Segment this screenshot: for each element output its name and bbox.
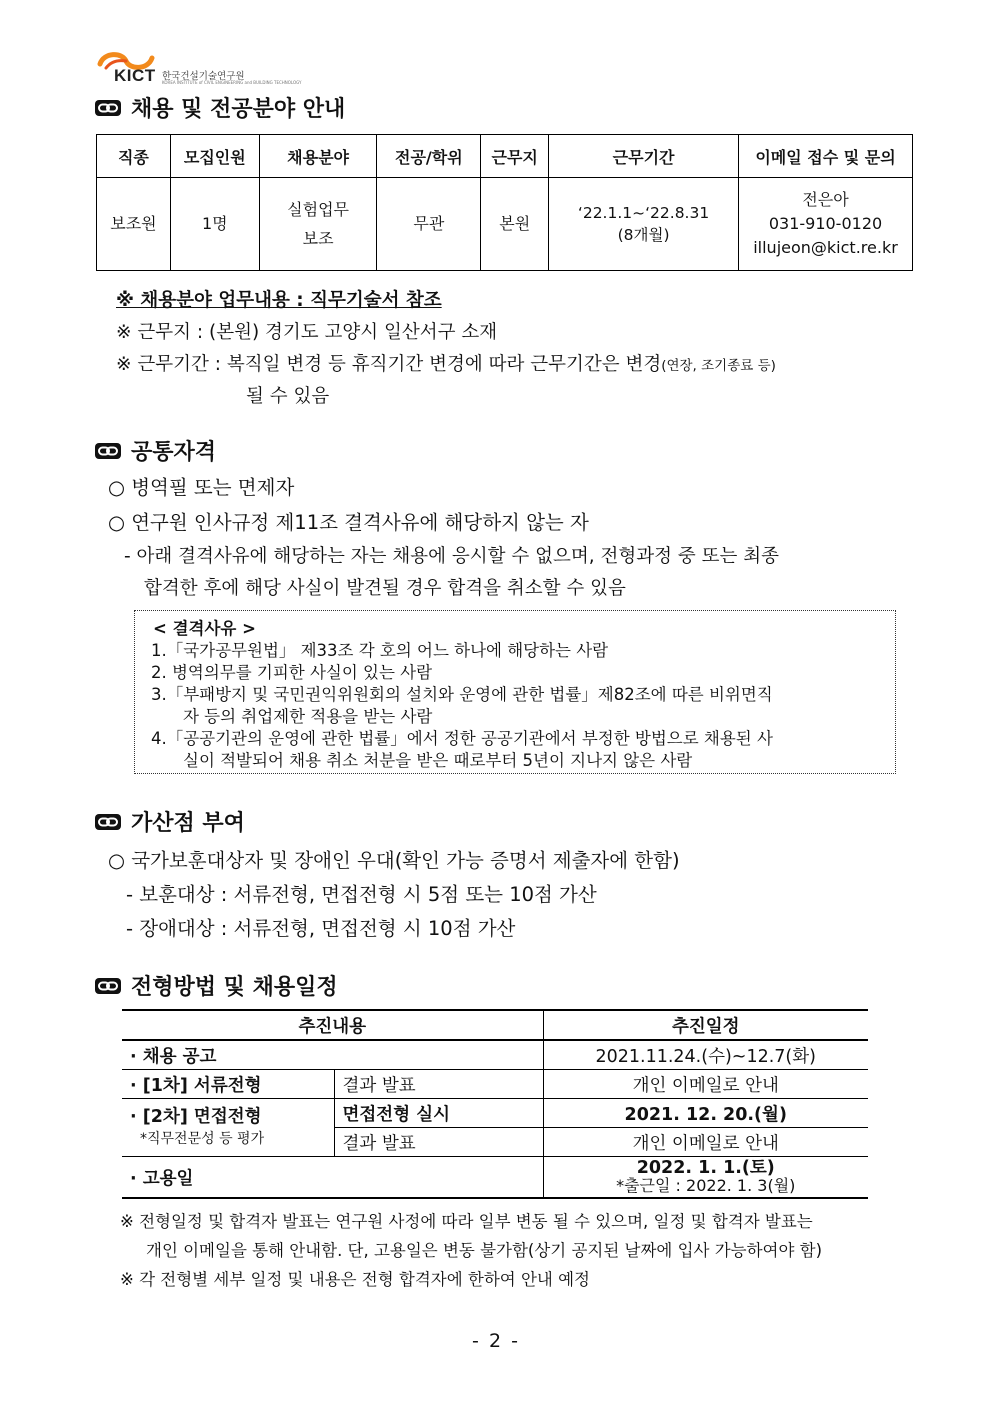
box-line-2: 2. 병역의무를 기피한 사실이 있는 사람 [151, 663, 433, 682]
qual-sub-1: - 아래 결격사유에 해당하는 자는 채용에 응시할 수 없으며, 전형과정 중 또는 최종 [124, 546, 779, 567]
start-date: *출근일 : 2022. 1. 3(월) [616, 1176, 796, 1195]
section-title-text: 전형방법 및 채용일정 [131, 975, 338, 1000]
row-announce-label: · 채용 공고 [122, 1040, 543, 1070]
note-period [116, 350, 776, 376]
table-header-row [97, 135, 913, 178]
note-period-paren: (연장, 조기종료 등) [661, 358, 776, 374]
interview-sub: *직무전문성 등 평가 [140, 1130, 265, 1147]
header-field: 채용분야 [259, 135, 377, 178]
bonus-sub-1: - 보훈대상 : 서류전형, 면접전형 시 5점 또는 10점 가산 [126, 883, 597, 906]
header-place: 근무지 [481, 135, 549, 178]
link-icon [94, 99, 122, 117]
header-content: 추진내용 [122, 1010, 543, 1040]
note-duty: ※ 채용분야 업무내용 : 직무기술서 참조 [116, 290, 442, 311]
disqualification-box [134, 610, 896, 774]
kict-logo [96, 48, 302, 85]
link-icon [94, 442, 122, 460]
section-title-text: 가산점 부여 [131, 811, 245, 836]
row-interview-exec: 면접전형 실시 [334, 1099, 543, 1128]
box-line-3a: 3.「부패방지 및 국민권익위원회의 설치와 운영에 관한 법률」제82조에 따른 비위면직 [151, 685, 773, 704]
field-line2: 보조 [302, 229, 334, 248]
cell-count: 1명 [170, 178, 259, 271]
note-period-cont: 될 수 있음 [246, 386, 330, 407]
note-period-main: ※ 근무기간 : 복직일 변경 등 휴직기간 변경에 따라 근무기간은 변경 [116, 354, 662, 375]
section-title-recruitment [94, 92, 345, 123]
logo-eng: KOREA INSTITUTE of CIVIL ENGINEERING and BUILDING TECHNOLOGY [162, 80, 302, 85]
cell-period [549, 178, 739, 271]
cell-place: 본원 [481, 178, 549, 271]
row-doc-label: · [1차] 서류전형 [122, 1070, 334, 1099]
period-line2: (8개월) [617, 226, 670, 244]
box-line-4a: 4.「공공기관의 운영에 관한 법률」에서 정한 공공기관에서 부정한 방법으로 채용된 사 [151, 729, 773, 748]
row-hire-date [543, 1157, 868, 1199]
schedule-note-1a: ※ 전형일정 및 합격자 발표는 연구원 사정에 따라 일부 변동 될 수 있으며, 일정 및 합격자 발표는 [120, 1212, 813, 1231]
header-job: 직종 [97, 135, 171, 178]
box-line-4b: 실이 적발되어 채용 취소 처분을 받은 때로부터 5년이 지나지 않은 사람 [183, 751, 693, 770]
row-interview-result-date: 개인 이메일로 안내 [543, 1128, 868, 1157]
link-icon [94, 813, 122, 831]
schedule-note-2: ※ 각 전형별 세부 일정 및 내용은 전형 합격자에 한하여 안내 예정 [120, 1270, 590, 1289]
qual-sub-2: 합격한 후에 해당 사실이 발견될 경우 합격을 취소할 수 있음 [144, 578, 626, 599]
row-interview-label [122, 1099, 334, 1157]
table-row [122, 1099, 868, 1128]
field-line1: 실험업무 [287, 200, 349, 219]
table-row [122, 1040, 868, 1070]
interview-title: · [2차] 면접전형 [130, 1106, 262, 1127]
qual-item-1: ○ 병역필 또는 면제자 [108, 476, 295, 499]
schedule-note-1b: 개인 이메일을 통해 안내함. 단, 고용일은 변동 불가함(상기 공지된 날짜에 입사 가능하여야 함) [146, 1241, 823, 1260]
header-count: 모집인원 [170, 135, 259, 178]
contact-name: 전은아 [802, 190, 849, 209]
cell-job: 보조원 [97, 178, 171, 271]
row-interview-date: 2021. 12. 20.(월) [543, 1099, 868, 1128]
cell-field [259, 178, 377, 271]
box-line-1: 1.「국가공무원법」 제33조 각 호의 어느 하나에 해당하는 사람 [151, 641, 609, 660]
page-number: - 2 - [472, 1330, 520, 1352]
note-place: ※ 근무지 : (본원) 경기도 고양시 일산서구 소재 [116, 322, 498, 343]
section-title-bonus [94, 806, 245, 837]
hire-date: 2022. 1. 1.(토) [636, 1158, 775, 1178]
header-major: 전공/학위 [377, 135, 481, 178]
logo-name: 한국건설기술연구원 [162, 71, 245, 82]
link-icon [94, 977, 122, 995]
schedule-header-row [122, 1010, 868, 1040]
header-contact: 이메일 접수 및 문의 [739, 135, 913, 178]
section-title-text: 채용 및 전공분야 안내 [131, 97, 346, 122]
cell-contact [739, 178, 913, 271]
bonus-sub-2: - 장애대상 : 서류전형, 면접전형 시 10점 가산 [126, 917, 516, 940]
qual-item-2: ○ 연구원 인사규정 제11조 결격사유에 해당하지 않는 자 [108, 511, 589, 534]
cell-major: 무관 [377, 178, 481, 271]
logo-abbr: KICT [114, 66, 156, 85]
row-doc-result: 결과 발표 [334, 1070, 543, 1099]
row-announce-date: 2021.11.24.(수)~12.7(화) [543, 1040, 868, 1070]
row-interview-result: 결과 발표 [334, 1128, 543, 1157]
section-title-text: 공통자격 [131, 440, 217, 465]
period-line1: ‘22.1.1~‘22.8.31 [577, 204, 710, 222]
row-hire-label: · 고용일 [122, 1157, 543, 1199]
table-row [122, 1157, 868, 1199]
box-title: < 결격사유 > [153, 619, 256, 638]
recruitment-table [96, 134, 913, 271]
schedule-table [122, 1009, 868, 1199]
box-line-3b: 자 등의 취업제한 적용을 받는 사람 [183, 707, 433, 726]
header-period: 근무기간 [549, 135, 739, 178]
row-doc-date: 개인 이메일로 안내 [543, 1070, 868, 1099]
header-schedule: 추진일정 [543, 1010, 868, 1040]
bonus-item-1: ○ 국가보훈대상자 및 장애인 우대(확인 가능 증명서 제출자에 한함) [108, 849, 680, 872]
section-title-qualification [94, 435, 216, 466]
table-row [97, 178, 913, 271]
contact-phone: 031-910-0120 [768, 214, 883, 233]
table-row [122, 1070, 868, 1099]
contact-email: illujeon@kict.re.kr [753, 238, 898, 257]
section-title-schedule [94, 970, 338, 1001]
